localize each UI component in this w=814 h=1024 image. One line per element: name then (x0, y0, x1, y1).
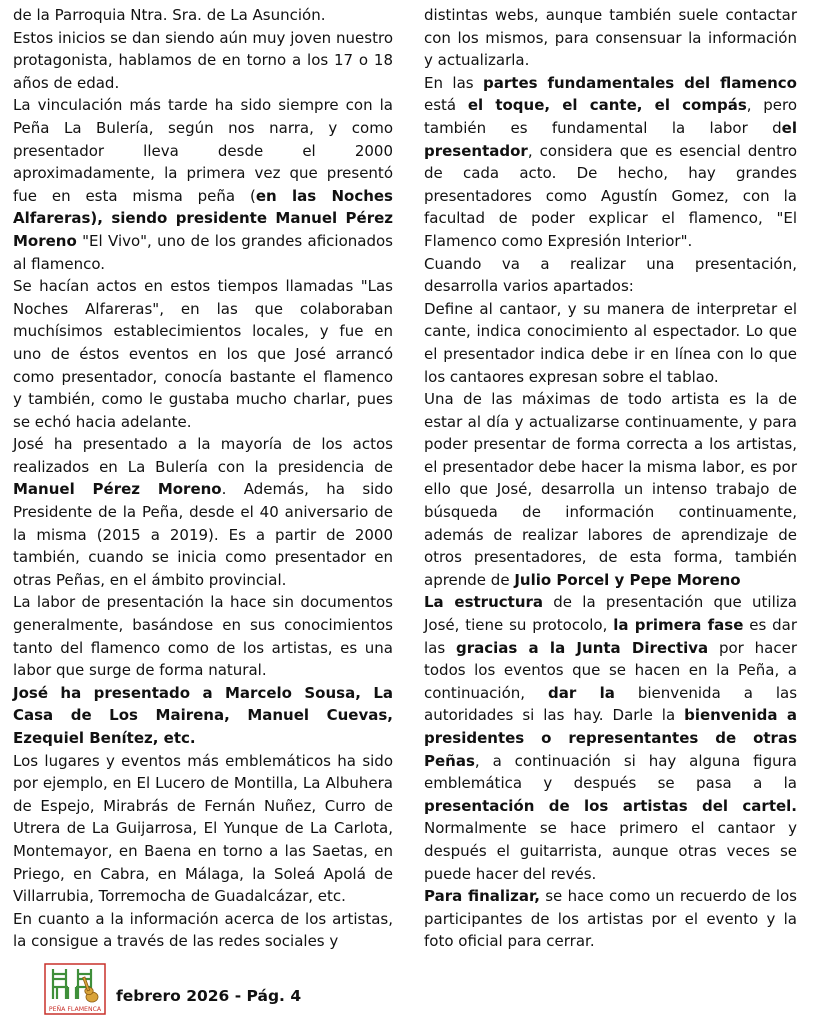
bold-text-run: Manuel Pérez Moreno (13, 480, 222, 499)
text-run: bienvenida a las autoridades si las hay. Darle la (424, 683, 798, 725)
text-run: En las (424, 73, 484, 92)
text-run: de la presentación que utiliza José, tiene su protocolo, (424, 593, 797, 635)
bold-text-run: en las Noches Alfareras), siendo presidente Manuel Pérez Moreno (13, 186, 393, 250)
bold-text-run: gracias a la Junta Directiva (455, 638, 709, 657)
text-run: La vinculación más tarde ha sido siempre con la Peña La Bulería, según nos narra, y como presentador lleva desde el 2000 aproximadamente, la primera vez que presentó fue en esta misma peña ( (13, 96, 393, 205)
pena-flamenca-logo-icon (44, 963, 106, 1015)
text-run: En cuanto a la información acerca de los artistas, la consigue a través de las redes sociales y (13, 909, 393, 951)
text-run: es dar las (424, 616, 797, 657)
text-run: "El Vivo", uno de los grandes aficionados al flamenco. (13, 231, 393, 273)
paragraph (424, 591, 797, 885)
paragraph (13, 750, 393, 908)
text-run: Cuando va a realizar una presentación, desarrolla varios apartados: (424, 254, 797, 296)
text-run: , considera que es esencial dentro de cada acto. De hecho, hay grandes presentadores como Agustín Gomez, con la facultad de poder explicar el flamenco, "El Flamenco como Expresión Interior". (424, 141, 797, 250)
bold-text-run: la primera fase (613, 616, 744, 635)
paragraph (424, 885, 797, 953)
text-run: , a continuación si hay alguna figura emblemática y después se pasa a la (424, 751, 797, 793)
bold-text-run: el toque, el cante, el compás (467, 96, 747, 115)
paragraph (424, 253, 797, 298)
paragraph (13, 4, 393, 27)
text-run: . Además, ha sido Presidente de la Peña, desde el 40 aniversario de la misma (2015 a 2019). Es a partir de 2000 también, cuando se inicia como presentador en otras Peñas, en el ámbito provincial. (13, 480, 394, 589)
text-run: Define al cantaor, y su manera de interpretar el cante, indica conocimiento al espectador. Lo que el presentador indica debe ir en línea con lo que los cantaores expresan sobre el tablao. (424, 299, 797, 386)
text-run: Una de las máximas de todo artista es la de estar al día y actualizarse continuamente, y para poder presentar de forma correcta a los artistas, el presentador debe hacer la misma labor, es por ello que José, desarrolla un intenso trabajo de búsqueda de información continuamente, además de realizar labores de aprendizaje de otros presentadores, de esta forma, también aprende de (424, 390, 797, 589)
bold-text-run: dar la (548, 683, 615, 702)
text-run: distintas webs, aunque también suele contactar con los mismos, para consensuar la información y actualizarla. (424, 6, 797, 70)
bold-text-run: La estructura (424, 593, 544, 612)
paragraph (13, 275, 393, 433)
text-run: Estos inicios se dan siendo aún muy joven nuestro protagonista, hablamos de en torno a los 17 o 18 años de edad. (13, 28, 393, 92)
logo-text: PEÑA FLAMENCA (48, 1006, 102, 1013)
text-run: Los lugares y eventos más emblemáticos ha sido por ejemplo, en El Lucero de Montilla, La Albuhera de Espejo, Mirabrás de Fernán Nuñez, Curro de Utrera de La Guijarrosa, El Yunque de La Carlota, Montemayor, en Baena en torno a las Saetas, en Priego, en Cabra, en Málaga, la Soleá Apolá de Villarrubia, Torremocha de Guadalcázar, etc. (13, 751, 393, 906)
text-run: José ha presentado a la mayoría de los actos realizados en La Bulería con la presidencia de (13, 435, 393, 476)
bold-text-run: Julio Porcel y Pepe Moreno (514, 570, 741, 589)
bold-text-run: el presentador (424, 118, 797, 160)
paragraph (424, 298, 797, 388)
paragraph (424, 72, 797, 253)
text-run: Se hacían actos en estos tiempos llamadas "Las Noches Alfareras", en las que colaboraban muchísimos establecimientos locales, y fue en uno de éstos eventos en los que José arrancó como presentador, conocía bastante el flamenco y también, como le gustaba mucho charlar, pues se echó hacia adelante. (13, 277, 393, 431)
text-run: por hacer todos los eventos que se hacen en la Peña, a continuación, (424, 638, 797, 702)
paragraph (13, 27, 393, 95)
page-number-label: febrero 2026 - Pág. 4 (116, 987, 302, 1005)
text-run: de la Parroquia Ntra. Sra. de La Asunción. (13, 6, 326, 24)
paragraph (13, 682, 393, 750)
bold-text-run: presentación de los artistas del cartel. (424, 796, 797, 815)
text-run: se hace como un recuerdo de los participantes de los artistas por el evento y la foto oficial para cerrar. (424, 887, 797, 951)
bold-text-run: José ha presentado a Marcelo Sousa, La Casa de Los Mairena, Manuel Cuevas, Ezequiel Benítez, etc. (13, 683, 393, 747)
paragraph (13, 433, 393, 591)
paragraph (13, 908, 393, 953)
right-column (424, 4, 797, 953)
bold-text-run: Para finalizar, (424, 887, 540, 906)
paragraph (424, 4, 797, 72)
text-run: está (424, 96, 468, 115)
bold-text-run: partes fundamentales del flamenco (483, 73, 797, 92)
paragraph (13, 94, 393, 275)
left-column (13, 4, 393, 953)
text-run: Normalmente se hace primero el cantaor y después el guitarrista, aunque otras veces se puede hacer del revés. (424, 819, 797, 883)
text-run: , pero también es fundamental la labor d (424, 96, 797, 137)
paragraph (424, 388, 797, 591)
bold-text-run: bienvenida a presidentes o representantes de otras Peñas (424, 706, 797, 770)
text-run: La labor de presentación la hace sin documentos generalmente, basándose en sus conocimientos tanto del flamenco como de los artistas, es una labor que surge de forma natural. (13, 593, 393, 680)
paragraph (13, 591, 393, 681)
